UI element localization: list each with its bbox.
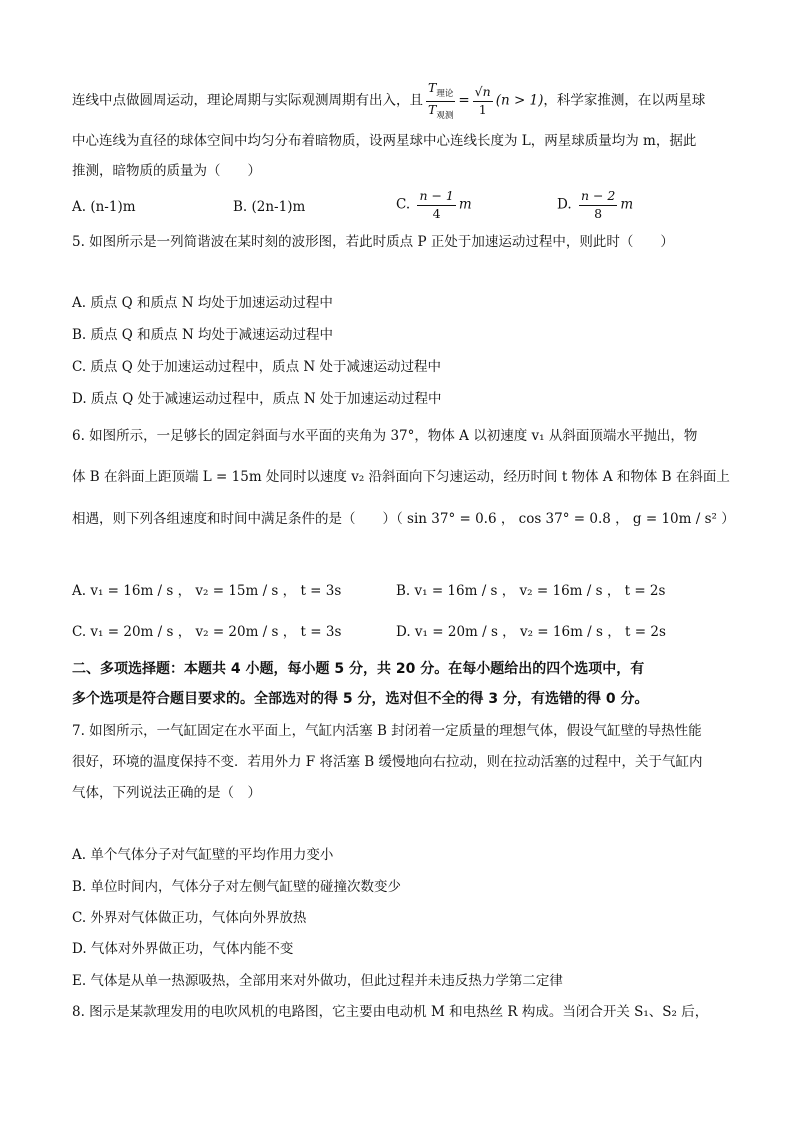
q4-text-post: ，科学家推测，在以两星球 — [543, 92, 706, 109]
q5-option-b: B. 质点 Q 和质点 N 均处于减速运动过程中 — [72, 327, 334, 343]
q4-option-c: C. $\frac{n - 1}{4}$ m — [396, 188, 472, 221]
q5-option-c: C. 质点 Q 处于加速运动过程中，质点 N 处于减速运动过程中 — [72, 359, 441, 375]
q7-option-a: A. 单个气体分子对气缸壁的平均作用力变小 — [72, 847, 334, 863]
section2-heading-line2: 多个选项是符合题目要求的。全部选对的得 5 分，选对但不全的得 3 分，有选错的得 0 分。 — [72, 691, 649, 707]
q7-option-b: B. 单位时间内，气体分子对左侧气缸壁的碰撞次数变少 — [72, 879, 402, 895]
q4-condition: (n > 1) — [495, 92, 544, 109]
q4-text-pre: 连线中点做圆周运动，理论周期与实际观测周期有出入，且 — [72, 92, 423, 109]
q7-line1: 7. 如图所示，一气缸固定在水平面上，气缸内活塞 B 封闭着一定质量的理想气体，假设气缸壁的导热性能 — [72, 723, 702, 739]
q5-option-d: D. 质点 Q 处于减速运动过程中，质点 N 处于加速运动过程中 — [72, 391, 442, 407]
q4-line3: 推测，暗物质的质量为（ ） — [72, 163, 261, 179]
q4-line2: 中心连线为直径的球体空间中均匀分布着暗物质，设两星球中心连线长度为 L，两星球质量均为 m，据此 — [72, 133, 697, 149]
q4-option-d: D. $\frac{n - 2}{8}$ m — [557, 188, 634, 221]
q5-stem: 5. 如图所示是一列简谐波在某时刻的波形图，若此时质点 P 正处于加速运动过程中，则此时（ ） — [72, 234, 674, 250]
q6-line1: 6. 如图所示，一足够长的固定斜面与水平面的夹角为 37°，物体 A 以初速度 v₁ 从斜面顶端水平抛出，物 — [72, 428, 698, 444]
section2-heading-line1: 二、多项选择题：本题共 4 小题，每小题 5 分，共 20 分。在每小题给出的四个选项中，有 — [72, 661, 645, 677]
q6-line2: 体 B 在斜面上距顶端 L = 15m 处同时以速度 v₂ 沿斜面向下匀速运动，经历时间 t 物体 A 和物体 B 在斜面上 — [72, 469, 730, 485]
q4-line1 — [72, 82, 732, 120]
q6-line3: 相遇，则下列各组速度和时间中满足条件的是（ ）（ sin 37° = 0.6 ， cos 37° = 0.8 ， g = 10m / s² ） — [72, 511, 735, 527]
q7-line3: 气体，下列说法正确的是（ ） — [72, 785, 261, 801]
q6-option-a: A. v₁ = 16m / s ， v₂ = 15m / s ， t = 3s — [72, 583, 342, 599]
q7-line2: 很好，环境的温度保持不变．若用外力 F 将活塞 B 缓慢地向右拉动，则在拉动活塞的过程中，关于气缸内 — [72, 754, 703, 770]
q5-option-a: A. 质点 Q 和质点 N 均处于加速运动过程中 — [72, 295, 333, 311]
q4-period-ratio: $\frac{T_{理论}}{T_{观测}}$ — [428, 80, 454, 121]
q6-option-c: C. v₁ = 20m / s ， v₂ = 20m / s ， t = 3s — [72, 624, 342, 640]
equals-sign: = — [458, 92, 470, 109]
q4-option-b: B. (2n-1)m — [233, 199, 306, 215]
q7-option-e: E. 气体是从单一热源吸热，全部用来对外做功，但此过程并未违反热力学第二定律 — [72, 973, 563, 989]
q4-option-a: A. (n-1)m — [72, 199, 136, 215]
q4-sqrt-ratio: $\frac{√n}{1}$ — [474, 84, 491, 117]
q6-option-b: B. v₁ = 16m / s ， v₂ = 16m / s ， t = 2s — [396, 583, 666, 599]
q7-option-d: D. 气体对外界做正功，气体内能不变 — [72, 941, 294, 957]
q7-option-c: C. 外界对气体做正功，气体向外界放热 — [72, 910, 307, 926]
q6-option-d: D. v₁ = 20m / s ， v₂ = 16m / s ， t = 2s — [396, 624, 666, 640]
q8-line1: 8. 图示是某款理发用的电吹风机的电路图，它主要由电动机 M 和电热丝 R 构成。当闭合开关 S₁、S₂ 后， — [72, 1004, 709, 1020]
